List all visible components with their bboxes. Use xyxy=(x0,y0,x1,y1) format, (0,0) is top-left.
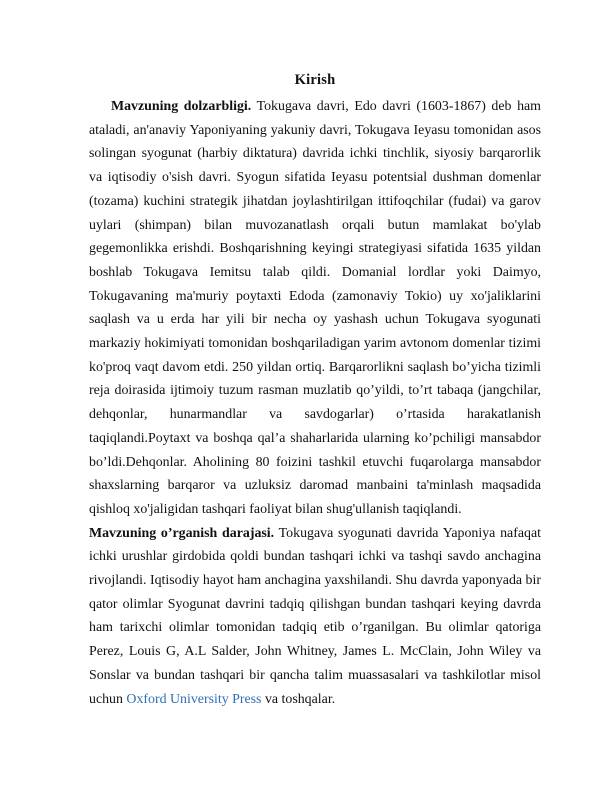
relevance-heading: Mavzuning dolzarbligi. xyxy=(111,99,252,114)
page-title: Kirish xyxy=(294,72,336,88)
paragraph-relevance xyxy=(89,95,541,522)
study-level-tail: va toshqalar. xyxy=(261,691,336,707)
paragraph-study-level xyxy=(89,522,541,712)
relevance-text: Tokugava davri, Edo davri (1603-1867) deb ham ataladi, an'anaviy Yaponiyaning yakuniy davri, Tokugava Ieyasu tomonidan asos solingan syogunat (harbiy diktatura) davrida ichki tinchlik, siyosiy barqarorlik va iqtisodiy o'sish davri. Syogun sifatida Ieyasu potentsial dushman domenlar (tozama) kuchini strategik jihatdan joylashtirilgan ittifoqchilar (fudai) va garov uylari (shimpan) bilan muvozanatlash orqali butun mamlakat bo'ylab gegemonlikka erishdi. Boshqarishning keyingi strategiyasi sifatida 1635 yildan boshlab Tokugava Iemitsu talab qildi. Domanial lordlar yoki Daimyo, Tokugavaning ma'muriy poytaxti Edoda (zamonaviy Tokio) uy xo'jaliklarini saqlash va u erda har yili bir necha oy yashash uchun Tokugava syogunati markaziy hokimiyati tomonidan boshqariladigan yarim avtonom domenlar tizimi ko'proq vaqt davom etdi. 250 yildan ortiq. Barqarorlikni saqlash bo’yicha tizimli reja doirasida ijtimoiy tuzum rasman muzlatib qo’yildi, to’rt tabaqa (jangchilar, dehqonlar, hunarmandlar va savdogarlar) o’rtasida harakatlanish taqiqlandi.Poytaxt va boshqa qal’a shaharlarida ularning ko’pchiligi mansabdor bo’ldi.Dehqonlar. Aholining 80 foizini tashkil etuvchi fuqarolarga mansabdor shaxslarning barqaror va uzluksiz daromad manbaini ta'minlash maqsadida qishloq xo'jaligidan tashqari faoliyat bilan shug'ullanish taqiqlandi. xyxy=(89,99,541,517)
oxford-link[interactable]: Oxford University Press xyxy=(126,691,262,707)
study-level-text: Tokugava syogunati davrida Yaponiya nafaqat ichki urushlar girdobida qoldi bundan tashqari ichki va tashqi savdo anchagina rivojlandi. Iqtisodiy hayot ham anchagina yaxshilandi. Shu davrda yaponyada bir qator olimlar Syogunat davrini tadqiq qilishgan bundan tashqari keying davrda ham tarixchi olimlar tomonidan tadqiq etib o’rganilgan. Bu olimlar qatoriga Perez, Louis G, A.L Salder, John Whitney, James L. McClain, John Wiley va Sonslar va bundan tashqari bir qancha talim muassasalari va tashkilotlar misol uchun xyxy=(89,525,541,707)
study-level-heading: Mavzuning o’rganish darajasi. xyxy=(89,525,275,541)
document-body xyxy=(89,69,541,711)
